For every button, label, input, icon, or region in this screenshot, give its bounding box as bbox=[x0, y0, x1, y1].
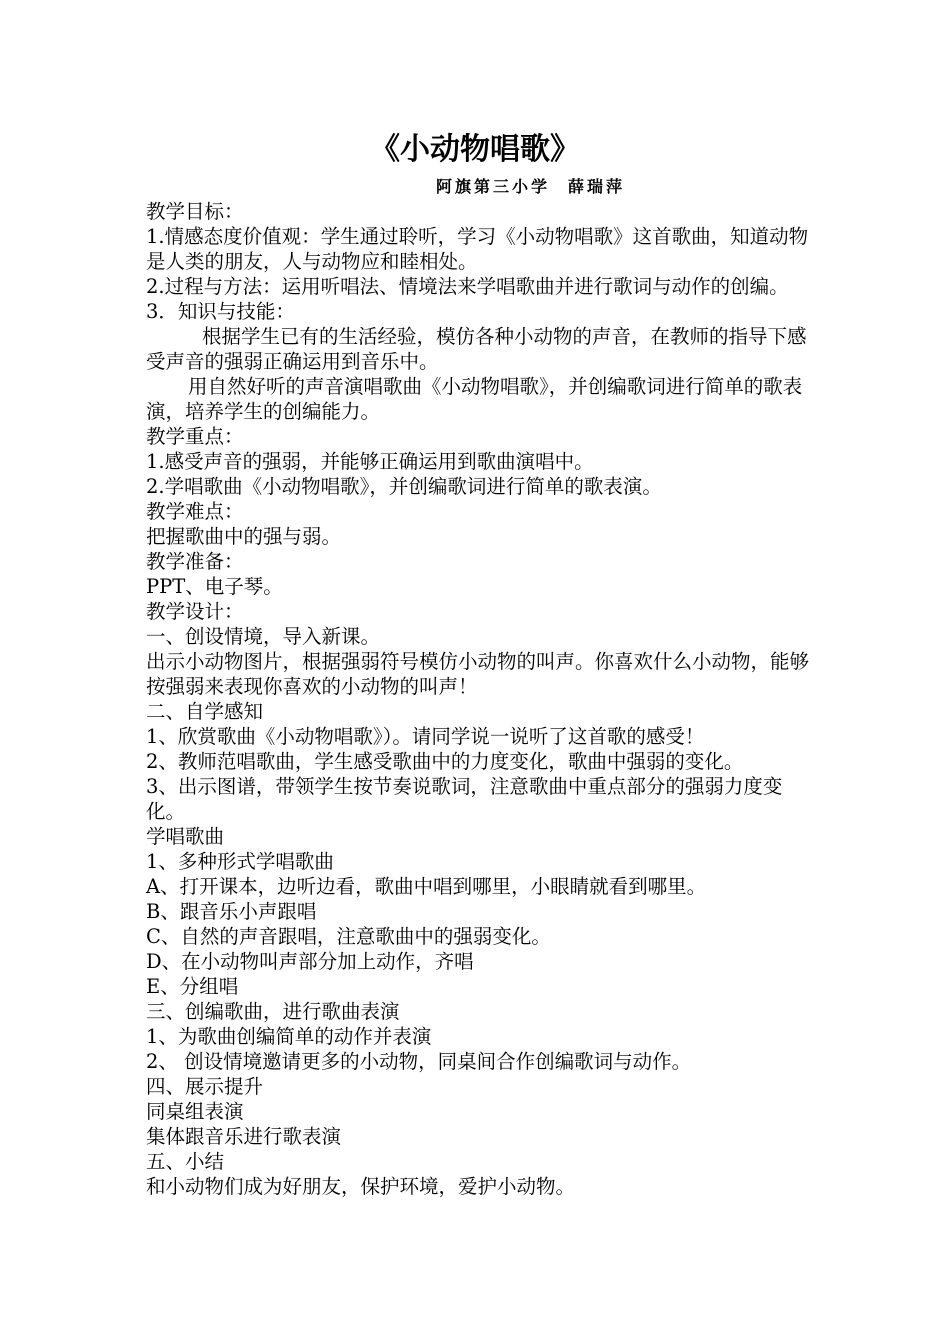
document-title: 《小动物唱歌》 bbox=[370, 132, 580, 167]
learn-song-item-1: 1、多种形式学唱歌曲 bbox=[146, 850, 334, 873]
section-heading-preparation: 教学准备： bbox=[146, 550, 244, 573]
section-heading-key-points: 教学重点： bbox=[146, 425, 244, 448]
section-heading-difficulties: 教学难点： bbox=[146, 500, 244, 523]
learn-song-item-e: E、分组唱 bbox=[146, 975, 239, 998]
learn-song-item-b: B、跟音乐小声跟唱 bbox=[146, 900, 317, 923]
key-point-2: 2.学唱歌曲《小动物唱歌》，并创编歌词进行简单的歌表演。 bbox=[146, 475, 662, 498]
author-school: 阿旗第三小学 bbox=[436, 177, 551, 196]
objective-3-paragraph-1: 根据学生已有的生活经验，模仿各种小动物的声音，在教师的指导下感受声音的强弱正确运用到音乐中。 bbox=[146, 325, 807, 373]
learn-song-item-d: D、在小动物叫声部分加上动作，齐唱 bbox=[146, 950, 474, 973]
design-step-5-heading: 五、小结 bbox=[146, 1150, 225, 1173]
section-heading-design: 教学设计： bbox=[146, 600, 244, 623]
key-point-1: 1.感受声音的强弱，并能够正确运用到歌曲演唱中。 bbox=[146, 450, 594, 473]
design-step-4-heading: 四、展示提升 bbox=[146, 1075, 264, 1098]
learn-song-heading: 学唱歌曲 bbox=[146, 825, 225, 848]
design-step-2-item-1: 1、欣赏歌曲《小动物唱歌》）。请同学说一说听了这首歌的感受！ bbox=[146, 725, 705, 748]
section-heading-objectives: 教学目标： bbox=[146, 200, 244, 223]
objective-1: 1.情感态度价值观：学生通过聆听，学习《小动物唱歌》这首歌曲，知道动物是人类的朋友，人与动物应和睦相处。 bbox=[146, 225, 809, 273]
objective-2: 2.过程与方法：运用听唱法、情境法来学唱歌曲并进行歌词与动作的创编。 bbox=[146, 275, 789, 298]
preparation-text: PPT、电子琴。 bbox=[146, 575, 283, 598]
design-step-5-text: 和小动物们成为好朋友，保护环境，爱护小动物。 bbox=[146, 1175, 576, 1198]
design-step-1-text: 出示小动物图片，根据强弱符号模仿小动物的叫声。你喜欢什么小动物，能够按强弱来表现你喜欢的小动物的叫声！ bbox=[146, 650, 810, 698]
design-step-1-heading: 一、创设情境，导入新课。 bbox=[146, 625, 381, 648]
design-step-2-heading: 二、自学感知 bbox=[146, 700, 264, 723]
design-step-4-item-2: 集体跟音乐进行歌表演 bbox=[146, 1125, 342, 1148]
author-line bbox=[436, 176, 625, 198]
design-step-3-item-2: 2、 创设情境邀请更多的小动物，同桌间合作创编歌词与动作。 bbox=[146, 1050, 692, 1073]
objective-3-paragraph-2: 用自然好听的声音演唱歌曲《小动物唱歌》，并创编歌词进行简单的歌表演，培养学生的创编能力。 bbox=[146, 375, 803, 423]
difficulty-text: 把握歌曲中的强与弱。 bbox=[146, 525, 342, 548]
design-step-2-item-3: 3、出示图谱，带领学生按节奏说歌词，注意歌曲中重点部分的强弱力度变化。 bbox=[146, 775, 783, 823]
design-step-3-heading: 三、创编歌曲，进行歌曲表演 bbox=[146, 1000, 400, 1023]
design-step-4-item-1: 同桌组表演 bbox=[146, 1100, 244, 1123]
design-step-3-item-1: 1、为歌曲创编简单的动作并表演 bbox=[146, 1025, 432, 1048]
design-step-2-item-2: 2、教师范唱歌曲，学生感受歌曲中的力度变化，歌曲中强弱的变化。 bbox=[146, 750, 744, 773]
author-name: 薛瑞萍 bbox=[568, 177, 626, 196]
lesson-plan-body bbox=[146, 199, 814, 1199]
learn-song-item-c: C、自然的声音跟唱，注意歌曲中的强弱变化。 bbox=[146, 925, 551, 948]
learn-song-item-a: A、打开课本，边听边看，歌曲中唱到哪里，小眼睛就看到哪里。 bbox=[146, 875, 707, 898]
objective-3-heading: 3．知识与技能： bbox=[146, 300, 295, 323]
